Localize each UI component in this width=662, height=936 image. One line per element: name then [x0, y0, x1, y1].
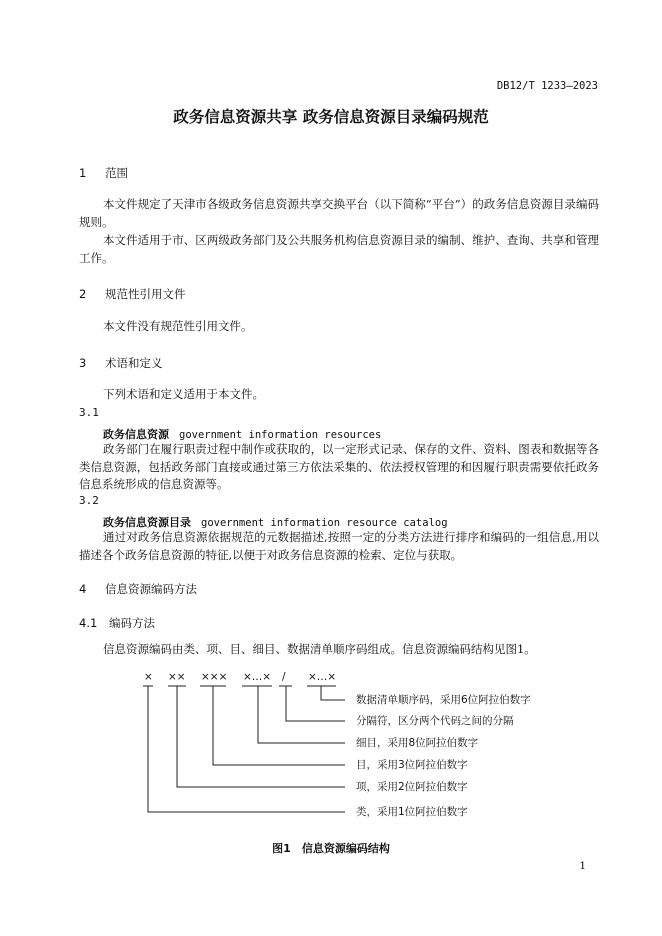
leader-line [258, 686, 345, 743]
term-en: government information resources [179, 429, 382, 441]
section-number: 1 [79, 166, 87, 180]
section-number: 4 [79, 582, 87, 596]
code-segment-item: ×× [168, 671, 186, 683]
term-definition: 通过对政务信息资源依据规范的元数据描述,按照一定的分类方法进行排序和编码的一组信息,用以描述各个政务信息资源的特征,以便于对政务信息资源的检索、定位与获取。 [79, 530, 599, 562]
figure-label: 类，采用1位阿拉伯数字 [356, 806, 468, 818]
code-segment-list-seq: ×…× [308, 671, 337, 683]
figure-label: 目，采用3位阿拉伯数字 [356, 759, 468, 771]
figure-caption: 图1 信息资源编码结构 [272, 842, 390, 855]
clause-number: 3.2 [79, 494, 99, 507]
section-title: 范围 [105, 166, 128, 180]
code-segment-detail: ×…× [243, 671, 272, 683]
term-zh: 政务信息资源 [103, 428, 169, 441]
paragraph: 信息资源编码由类、项、目、细目、数据清单顺序码组成。信息资源编码结构见图1。 [103, 642, 536, 656]
figure-label: 分隔符，区分两个代码之间的分隔 [356, 715, 514, 727]
code-segment-class: × [144, 671, 153, 683]
term-definition: 政务部门在履行职责过程中制作或获取的，以一定形式记录、保存的文件、资料、图表和数据等各类信息资源，包括政务部门直接或通过第三方依法采集的、依法授权管理的和因履行职责需要依托政务信息系统形成的信息资源等。 [79, 442, 599, 491]
document-number: DB12/T 1233—2023 [496, 80, 598, 92]
leader-line [148, 686, 345, 812]
clause-number: 3.1 [79, 406, 99, 419]
leader-line [286, 686, 345, 721]
term-zh: 政务信息资源目录 [103, 516, 191, 529]
subsection-title: 编码方法 [109, 616, 155, 630]
section-title: 规范性引用文件 [105, 287, 186, 301]
figure-label: 项，采用2位阿拉伯数字 [356, 781, 468, 793]
section-number: 2 [79, 287, 87, 301]
section-title: 信息资源编码方法 [105, 582, 197, 596]
paragraph: 本文件没有规范性引用文件。 [103, 319, 253, 333]
term-en: government information resource catalog [201, 517, 448, 529]
paragraph: 本文件适用于市、区两级政务部门及公共服务机构信息资源目录的编制、维护、查询、共享和管理工作。 [79, 233, 599, 265]
section-number: 3 [79, 356, 87, 370]
leader-line [213, 686, 345, 765]
section-title: 术语和定义 [105, 356, 163, 370]
figure-label: 细目，采用8位阿拉伯数字 [356, 737, 479, 749]
figure-label: 数据清单顺序码，采用6位阿拉伯数字 [356, 694, 531, 706]
subsection-number: 4.1 [79, 616, 98, 630]
leader-line [177, 686, 345, 787]
page-number: 1 [579, 860, 586, 872]
paragraph: 下列术语和定义适用于本文件。 [103, 387, 264, 401]
leader-line [321, 686, 345, 700]
page-title: 政务信息资源共享 政务信息资源目录编码规范 [173, 108, 489, 126]
code-segment-subitem: ××× [201, 671, 228, 683]
paragraph: 本文件规定了天津市各级政务信息资源共享交换平台（以下简称“平台”）的政务信息资源目录编码规则。 [79, 197, 599, 229]
code-separator: / [282, 671, 286, 683]
